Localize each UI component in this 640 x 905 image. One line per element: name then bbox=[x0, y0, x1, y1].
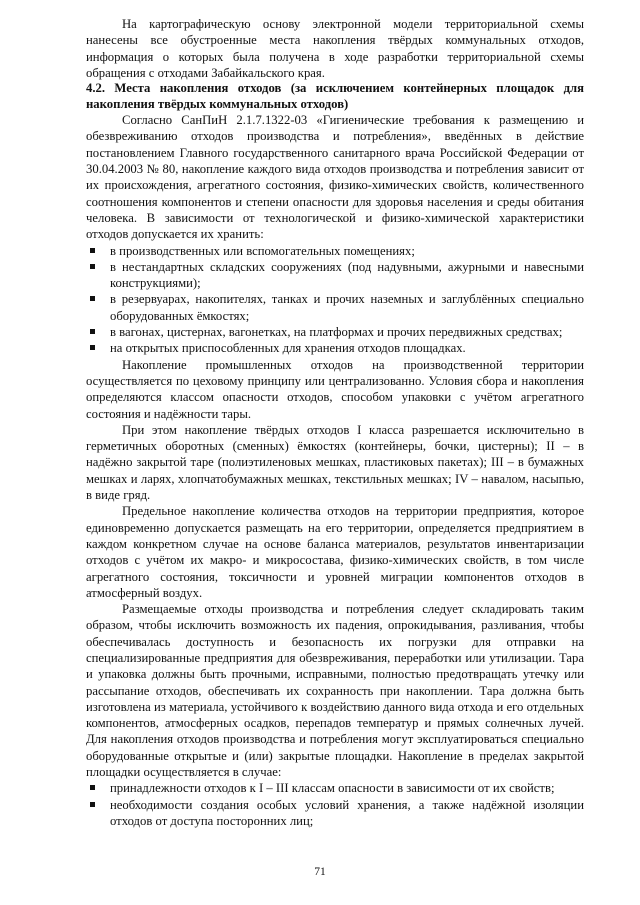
paragraph-sanpin: Согласно СанПиН 2.1.7.1322-03 «Гигиенические требования к размещению и обезвреживанию отходов производства и потребления», введённых в действие постановлением Главного государственного санитарного врача Российской Федерации от 30.04.2003 № 80, накопление каждого вида отходов производства и потребления зависит от их происхождения, агрегатного состояния, физико-химических свойств, количественного соотношения компонентов и степени опасности для здоровья населения и среды обитания человека. В зависимости от технологической и физико-химической характеристики отходов допускается их хранить: bbox=[86, 113, 584, 242]
list-item: в нестандартных складских сооружениях (под надувными, ажурными и навесными конструкциями); bbox=[86, 259, 584, 292]
list-item: в производственных или вспомогательных помещениях; bbox=[86, 243, 584, 259]
list-item: на открытых приспособленных для хранения отходов площадках. bbox=[86, 340, 584, 356]
bullet-icon bbox=[90, 296, 95, 301]
bullet-icon bbox=[90, 264, 95, 269]
list-item: принадлежности отходов к I – III классам опасности в зависимости от их свойств; bbox=[86, 780, 584, 796]
list-item: необходимости создания особых условий хранения, а также надёжной изоляции отходов от доступа посторонних лиц; bbox=[86, 797, 584, 830]
bullet-icon bbox=[90, 248, 95, 253]
section-heading: 4.2. Места накопления отходов (за исключением контейнерных площадок для накопления твёрдых коммунальных отходов) bbox=[86, 81, 584, 111]
list-item: в вагонах, цистернах, вагонетках, на платформах и прочих передвижных средствах; bbox=[86, 324, 584, 340]
paragraph-hazard-classes: При этом накопление твёрдых отходов I класса разрешается исключительно в герметичных оборотных (сменных) ёмкостях (контейнеры, бочки, цистерны); II – в надёжно закрытой таре (полиэтиленовых мешках, пластиковых пакетах); III – в бумажных мешках и ларях, хлопчатобумажных мешках, текстильных мешках; IV – навалом, насыпью, в виде гряд. bbox=[86, 422, 584, 503]
list-item: в резервуарах, накопителях, танках и прочих наземных и заглублённых специально оборудованных ёмкостях; bbox=[86, 291, 584, 324]
bullet-icon bbox=[90, 329, 95, 334]
paragraph-placement: Размещаемые отходы производства и потребления следует складировать таким образом, чтобы исключить возможность их падения, опрокидывания, разливания, чтобы обеспечивалась доступность и безопасность их погрузки для отправки на специализированные предприятия для обезвреживания, переработки или утилизации. Тара и упаковка должны быть прочными, исправными, полностью предотвращать утечку или рассыпание отходов, обеспечивать их сохранность при накоплении. Тара должна быть изготовлена из материала, устойчивого к воздействию данного вида отхода и его отдельных компонентов, атмосферных осадков, перепадов температур и прямых солнечных лучей. Для накопления отходов производства и потребления могут эксплуатироваться специально оборудованные открытые и (или) закрытые площадки. Накопление в пределах закрытой площадки осуществляется в случае: bbox=[86, 602, 584, 780]
page-body bbox=[86, 16, 584, 829]
paragraph-limit: Предельное накопление количества отходов на территории предприятия, которое единовременно допускается размещать на его территории, определяется предприятием в каждом конкретном случае на основе баланса материалов, результатов инвентаризации отходов с учётом их макро- и микросостава, физико-химических свойств, в том числе агрегатного состояния, токсичности и уровней миграции компонентов отходов в атмосферный воздух. bbox=[86, 504, 584, 600]
bullet-icon bbox=[90, 802, 95, 807]
paragraph-intro: На картографическую основу электронной модели территориальной схемы нанесены все обустроенные места накопления твёрдых коммунальных отходов, информация о которых была получена в ходе разработки территориальной схемы обращения с отходами Забайкальского края. bbox=[86, 17, 584, 80]
bullet-icon bbox=[90, 785, 95, 790]
paragraph-industrial: Накопление промышленных отходов на производственной территории осуществляется по цеховому принципу или централизованно. Условия сбора и накопления определяются классом опасности отходов, способом упаковки с учётом агрегатного состояния и надёжности тары. bbox=[86, 357, 584, 421]
storage-list bbox=[86, 243, 584, 357]
page-number: 71 bbox=[314, 866, 326, 878]
closed-site-list bbox=[86, 780, 584, 829]
bullet-icon bbox=[90, 345, 95, 350]
